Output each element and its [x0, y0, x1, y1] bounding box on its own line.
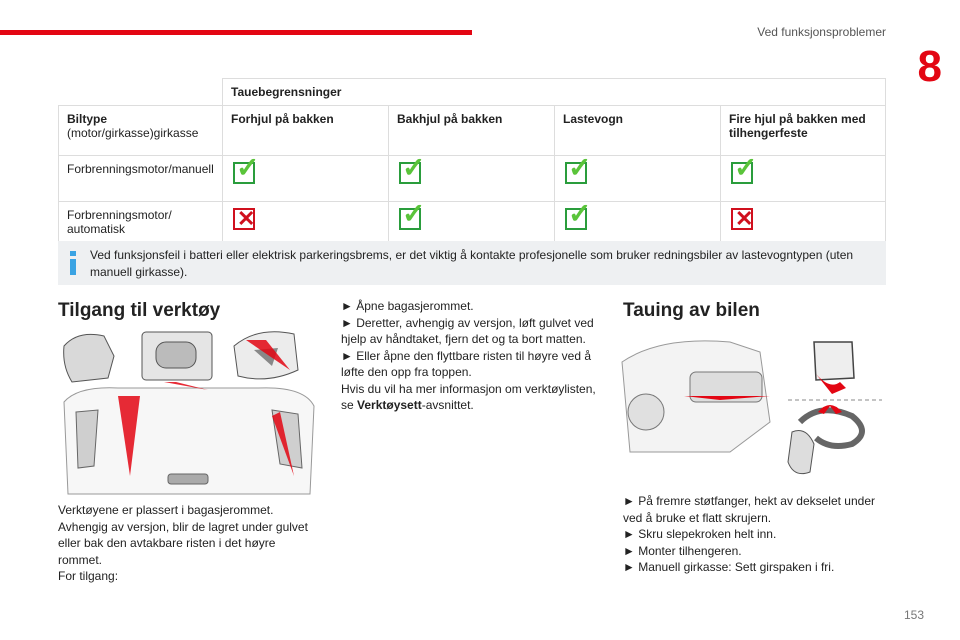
col-header-front: Forhjul på bakken: [223, 106, 389, 156]
cross-icon: ✕: [731, 208, 753, 230]
info-box: [58, 241, 886, 285]
tools-step: ► Deretter, avhengig av versjon, løft gulvet ved hjelp av håndtaket, fjern det og ta bort matten.: [341, 315, 594, 346]
tools-heading: Tilgang til verktøy: [58, 300, 221, 321]
table-row: [59, 156, 886, 202]
tools-step: ► Åpne bagasjerommet.: [341, 299, 474, 313]
tools-more-info: Hvis du vil ha mer informasjon om verktøylisten, se Verktøysett-avsnittet.: [341, 381, 596, 412]
check-icon: ✓: [399, 162, 421, 184]
col-header-truck: Lastevogn: [555, 106, 721, 156]
info-text: Ved funksjonsfeil i batteri eller elektrisk parkeringsbrems, er det viktig å kontakte profesjonelle som bruker redningsbiler av lastevogntypen (uten manuell girkasse).: [90, 248, 854, 279]
towing-steps: [623, 493, 885, 576]
cross-icon: ✕: [233, 208, 255, 230]
col-header-rear: Bakhjul på bakken: [389, 106, 555, 156]
towing-step: ► Monter tilhengeren.: [623, 543, 742, 558]
page-number: 153: [903, 608, 924, 622]
check-icon: ✓: [233, 162, 255, 184]
col-header-four-wheels: Fire hjul på bakken med tilhengerfeste: [721, 106, 886, 156]
tools-step: ► Eller åpne den flyttbare risten til høyre ved å løfte den opp fra toppen.: [341, 348, 591, 379]
towing-heading: Tauing av bilen: [623, 300, 760, 321]
towing-step: ► Manuell girkasse: Sett girspaken i fri.: [623, 560, 835, 574]
section-header: Ved funksjonsproblemer: [757, 25, 886, 39]
trunk-tools-illustration: [58, 326, 320, 496]
col-header-vehicle: Biltype (motor/girkasse)girkasse: [59, 106, 223, 156]
row-label: Forbrenningsmotor/ automatisk: [59, 202, 223, 248]
tow-hook-illustration: [620, 332, 884, 484]
towing-step: ► På fremre støtfanger, hekt av dekselet under ved å bruke et flatt skrujern.: [623, 494, 875, 525]
table-header-row: [59, 106, 886, 156]
check-icon: ✓: [731, 162, 753, 184]
chapter-number: 8: [917, 42, 942, 91]
check-icon: ✓: [565, 208, 587, 230]
row-label: Forbrenningsmotor/manuell: [59, 156, 223, 202]
info-icon: [68, 251, 78, 277]
towing-restrictions-table: [58, 78, 886, 248]
towing-step: ► Skru slepekroken helt inn.: [623, 527, 777, 541]
top-accent-bar: [0, 30, 472, 35]
tools-text: Verktøyene er plassert i bagasjerommet. Avhengig av versjon, blir de lagret under gulvet eller bak den avtakbare risten i det høyre rommet. For tilgang:: [58, 503, 308, 583]
check-icon: ✓: [565, 162, 587, 184]
table-title: Tauebegrensninger: [223, 79, 886, 106]
tools-steps: [341, 298, 603, 414]
check-icon: ✓: [399, 208, 421, 230]
